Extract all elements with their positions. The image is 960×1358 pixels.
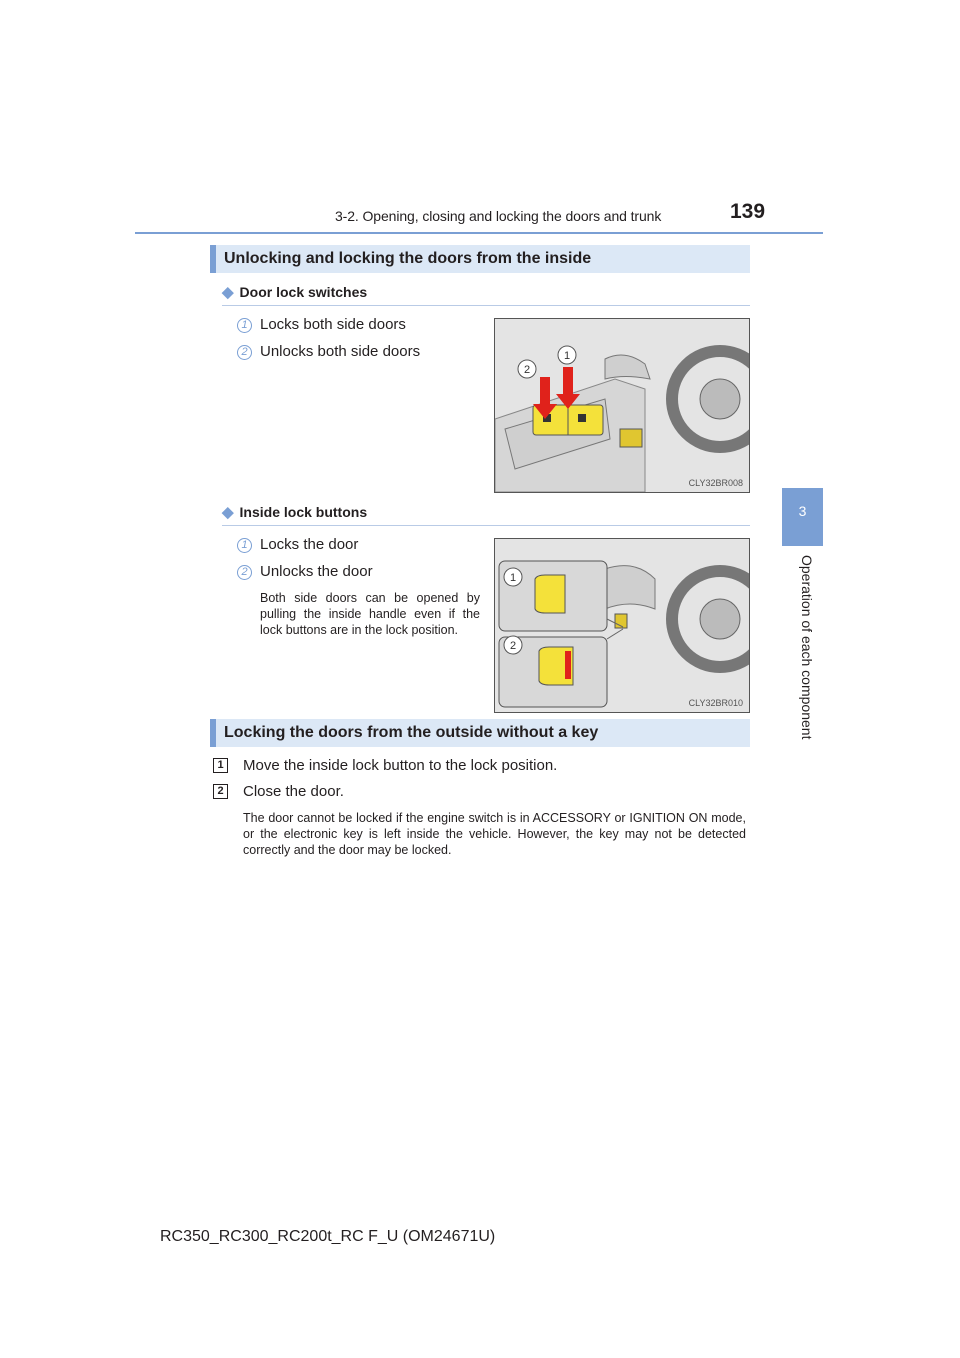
note-text: Both side doors can be opened by pulling the inside handle even if the lock buttons are in the lock position. xyxy=(260,591,480,637)
figure-callout: 1 xyxy=(509,572,517,584)
subsection-heading-inside-lock xyxy=(222,503,367,521)
step-number-badge: 1 xyxy=(213,758,228,773)
inside-lock-button-illustration xyxy=(494,538,750,713)
list-item: Unlocks the door xyxy=(260,563,373,580)
diamond-icon: ◆ xyxy=(222,284,234,301)
figure-code: CLY32BR010 xyxy=(688,698,743,708)
chapter-tab-label: Operation of each component xyxy=(799,555,815,740)
figure-callout: 2 xyxy=(509,640,517,652)
step-number-badge: 1 xyxy=(237,318,252,333)
section-heading: Unlocking and locking the doors from the inside xyxy=(210,245,750,273)
subsection-divider xyxy=(222,305,750,306)
header-divider xyxy=(135,232,823,234)
list-item: Locks both side doors xyxy=(260,316,406,333)
step-number-badge: 2 xyxy=(237,565,252,580)
section-heading: Locking the doors from the outside without a key xyxy=(210,719,750,747)
list-item: Locks the door xyxy=(260,536,359,553)
page-number: 139 xyxy=(730,200,766,223)
step-number-badge: 2 xyxy=(237,345,252,360)
door-lock-switch-illustration xyxy=(494,318,750,493)
step-number-badge: 2 xyxy=(213,784,228,799)
step-number-badge: 1 xyxy=(237,538,252,553)
subsection-divider xyxy=(222,525,750,526)
note-text: The door cannot be locked if the engine switch is in ACCESSORY or IGNITION ON mode, or the electronic key is left inside the vehicle. However, the key may not be detected correctly and the door may be locked. xyxy=(243,811,746,857)
figure-callout: 1 xyxy=(563,350,571,362)
subsection-title: Inside lock buttons xyxy=(239,504,368,520)
step-text: Close the door. xyxy=(243,783,344,800)
chapter-title: 3-2. Opening, closing and locking the doors and trunk xyxy=(335,208,662,224)
subsection-heading-door-lock xyxy=(222,283,367,301)
list-item: Unlocks both side doors xyxy=(260,343,421,360)
figure-callout: 2 xyxy=(523,364,531,376)
footer-model-code: RC350_RC300_RC200t_RC F_U (OM24671U) xyxy=(160,1228,496,1245)
step-text: Move the inside lock button to the lock position. xyxy=(243,757,558,774)
chapter-tab: 3 xyxy=(782,488,823,546)
diamond-icon: ◆ xyxy=(222,504,234,521)
figure-code: CLY32BR008 xyxy=(688,478,743,488)
subsection-title: Door lock switches xyxy=(239,284,368,300)
